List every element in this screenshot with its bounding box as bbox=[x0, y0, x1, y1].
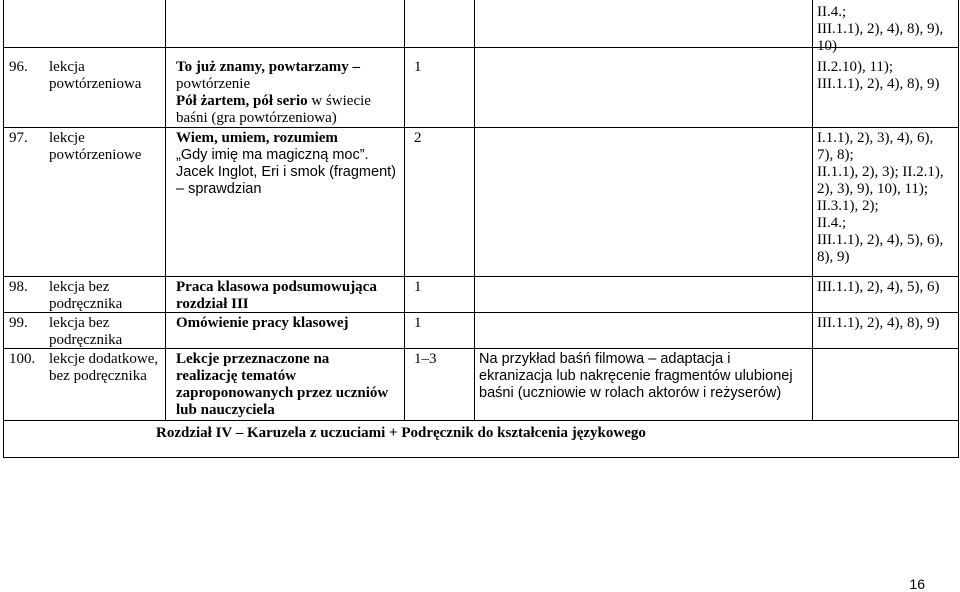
note-line: Na przykład baśń filmowa – adaptacja i bbox=[479, 351, 731, 367]
topic-line bbox=[176, 93, 371, 110]
row-divider bbox=[4, 276, 958, 277]
topic-line: Lekcje przeznaczone na bbox=[176, 351, 330, 367]
ref-line: 7), 8); bbox=[817, 147, 854, 163]
topic-suffix: w świecie bbox=[307, 93, 371, 109]
lesson-number: 100. bbox=[9, 351, 36, 367]
ref-line: 2), 3), 9), 10), 11); bbox=[817, 181, 929, 197]
topic-line: „Gdy imię ma magiczną moc”. bbox=[176, 147, 369, 163]
section-header: Rozdział IV – Karuzela z uczuciami + Podręcznik do kształcenia językowego bbox=[156, 425, 646, 441]
topic-line: Omówienie pracy klasowej bbox=[176, 315, 349, 331]
hours: 1–3 bbox=[414, 351, 437, 367]
note-line: ekranizacja lub nakręcenie fragmentów ulubionej bbox=[479, 368, 793, 384]
ref-line: 8), 9) bbox=[817, 249, 850, 265]
topic-line: Wiem, umiem, rozumiem bbox=[176, 130, 338, 146]
col-divider bbox=[474, 0, 475, 420]
ref-line: I.1.1), 2), 3), 4), 6), bbox=[817, 130, 934, 146]
hours: 1 bbox=[414, 59, 422, 75]
row-divider bbox=[4, 312, 958, 313]
lesson-number: 99. bbox=[9, 315, 28, 331]
lesson-type: powtórzeniowe bbox=[49, 147, 142, 163]
topic-line: To już znamy, powtarzamy – bbox=[176, 59, 361, 75]
lesson-type: podręcznika bbox=[49, 332, 123, 348]
topic-line: Praca klasowa podsumowująca bbox=[176, 279, 377, 295]
lesson-type: powtórzeniowa bbox=[49, 76, 142, 92]
topic-line: zaproponowanych przez uczniów bbox=[176, 385, 389, 401]
topic-line: lub nauczyciela bbox=[176, 402, 275, 418]
topic-line: – sprawdzian bbox=[176, 181, 262, 197]
row-divider bbox=[4, 47, 958, 48]
ref-line: III.1.1), 2), 4), 5), 6) bbox=[817, 279, 940, 295]
hours: 1 bbox=[414, 279, 422, 295]
lesson-type: lekcja bez bbox=[49, 315, 110, 331]
topic-line: Jacek Inglot, Eri i smok (fragment) bbox=[176, 164, 396, 180]
ref-line: II.3.1), 2); bbox=[817, 198, 879, 214]
hours: 1 bbox=[414, 315, 422, 331]
lesson-type: lekcja bez bbox=[49, 279, 110, 295]
ref-line: III.1.1), 2), 4), 8), 9) bbox=[817, 315, 940, 331]
ref-line: II.4.; bbox=[817, 4, 847, 20]
row-divider bbox=[4, 127, 958, 128]
ref-line: III.1.1), 2), 4), 8), 9), bbox=[817, 21, 944, 37]
topic-line: rozdział III bbox=[176, 296, 249, 312]
ref-line: II.2.10), 11); bbox=[817, 59, 894, 75]
row-divider bbox=[4, 348, 958, 349]
lesson-type: podręcznika bbox=[49, 296, 123, 312]
lesson-type: bez podręcznika bbox=[49, 368, 147, 384]
page-number: 16 bbox=[909, 576, 925, 592]
lesson-number: 98. bbox=[9, 279, 28, 295]
lesson-number: 97. bbox=[9, 130, 28, 146]
ref-line: 10) bbox=[817, 38, 837, 54]
col-divider bbox=[812, 0, 813, 420]
lesson-type: lekcje dodatkowe, bbox=[49, 351, 159, 367]
hours: 2 bbox=[414, 130, 422, 146]
topic-line: realizację tematów bbox=[176, 368, 297, 384]
ref-line: II.1.1), 2), 3); II.2.1), bbox=[817, 164, 944, 180]
ref-line: III.1.1), 2), 4), 8), 9) bbox=[817, 76, 940, 92]
col-divider bbox=[404, 0, 405, 420]
ref-line: III.1.1), 2), 4), 5), 6), bbox=[817, 232, 944, 248]
lesson-type: lekcje bbox=[49, 130, 85, 146]
topic-line: powtórzenie bbox=[176, 76, 251, 92]
note-line: baśni (uczniowie w rolach aktorów i reżyserów) bbox=[479, 385, 782, 401]
ref-line: II.4.; bbox=[817, 215, 847, 231]
col-divider bbox=[165, 0, 166, 420]
topic-line: baśni (gra powtórzeniowa) bbox=[176, 110, 337, 126]
lesson-number: 96. bbox=[9, 59, 28, 75]
row-divider bbox=[4, 420, 958, 421]
topic-title: Pół żartem, pół serio bbox=[176, 93, 308, 109]
lesson-type: lekcja bbox=[49, 59, 85, 75]
